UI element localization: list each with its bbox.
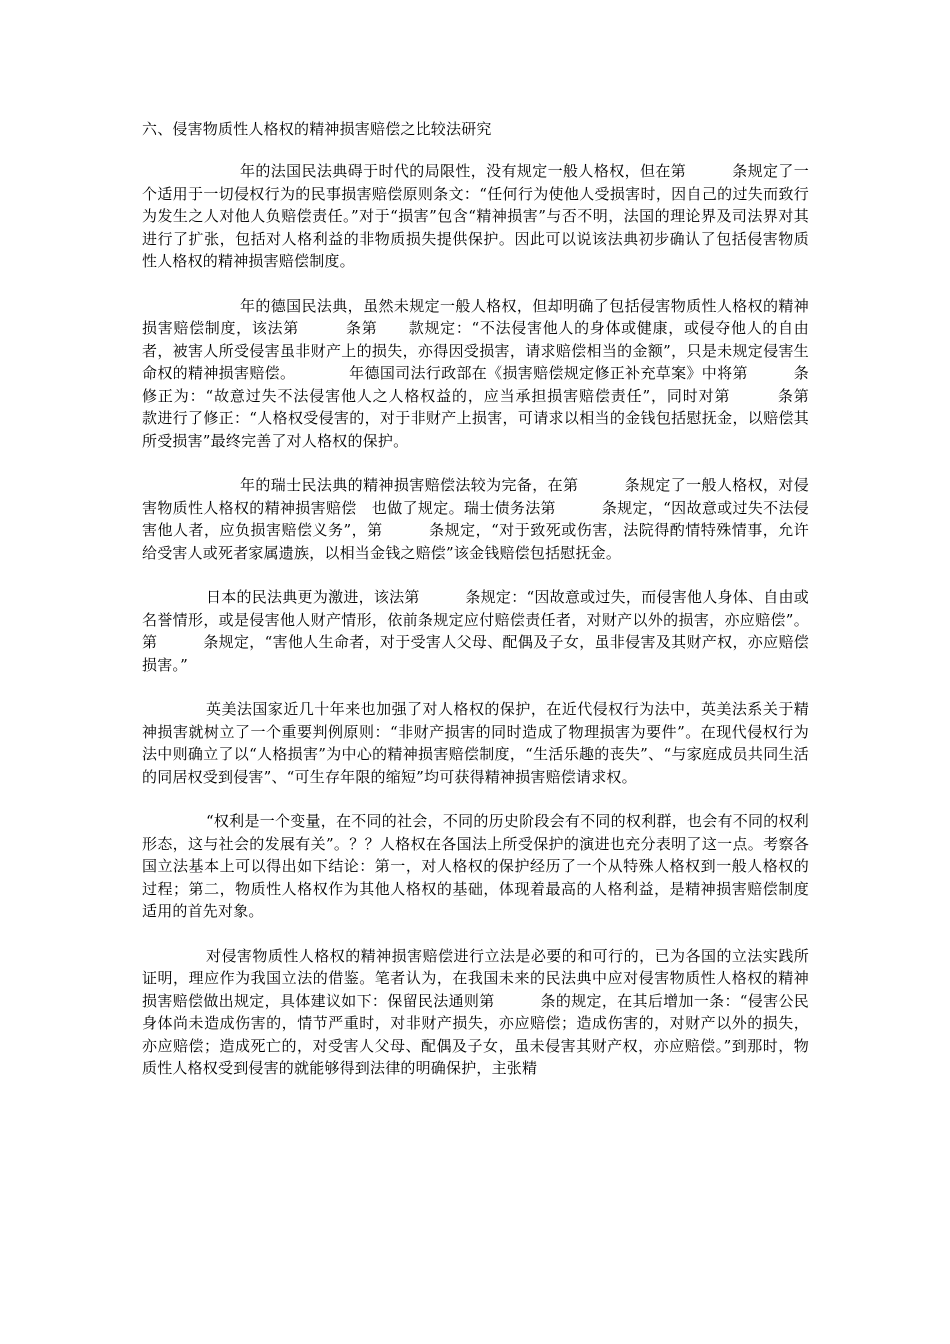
paragraph-japanese-civil-code: 日本的民法典更为激进，该法第 条规定：“因故意或过失，而侵害他人身体、自由或名誉情形，或是侵害他人财产情形，依前条规定应付赔偿责任者，对财产以外的损害，亦应赔偿”。第 条规定，“害他人生命者，对于受害人父母、配偶及子女，虽非侵害及其财产权，亦应赔偿损害。” xyxy=(142,588,809,674)
paragraph-swiss-civil-code: 年的瑞士民法典的精神损害赔偿法较为完备，在第 条规定了一般人格权，对侵害物质性人格权的精神损害赔偿 也做了规定。瑞士债务法第 条规定，“因故意或过失不法侵害他人者，应负损害赔偿义务”，第 条规定，“对于致死或伤害，法院得酌情特殊情事，允许给受害人或死者家属遗族，以相当金钱之赔偿”该金钱赔偿包括慰抚金。 xyxy=(142,476,809,562)
paragraph-conclusions: “权利是一个变量，在不同的社会，不同的历史阶段会有不同的权利群，也会有不同的权利形态，这与社会的发展有关”。？？人格权在各国法上所受保护的演进也充分表明了这一点。考察各国立法基本上可以得出如下结论：第一，对人格权的保护经历了一个从特殊人格权到一般人格权的过程；第二，物质性人格权作为其他人格权的基础，体现着最高的人格利益，是精神损害赔偿制度适用的首先对象。 xyxy=(142,812,809,920)
paragraph-legislative-proposal: 对侵害物质性人格权的精神损害赔偿进行立法是必要的和可行的，已为各国的立法实践所证明，理应作为我国立法的借鉴。笔者认为，在我国未来的民法典中应对侵害物质性人格权的精神损害赔偿做出规定，具体建议如下：保留民法通则第 条的规定，在其后增加一条：“侵害公民身体尚未造成伤害的，情节严重时，对非财产损失，亦应赔偿；造成伤害的，对财产以外的损失，亦应赔偿；造成死亡的，对受害人父母、配偶及子女，虽未侵害其财产权，亦应赔偿。”到那时，物质性人格权受到侵害的就能够得到法律的明确保护，主张精 xyxy=(142,946,809,1077)
section-heading: 六、侵害物质性人格权的精神损害赔偿之比较法研究 xyxy=(142,120,492,138)
document-body xyxy=(142,118,840,1080)
paragraph-french-civil-code: 年的法国民法典碍于时代的局限性，没有规定一般人格权，但在第 条规定了一个适用于一切侵权行为的民事损害赔偿原则条文：“任何行为使他人受损害时，因自己的过失而致行为发生之人对他人负赔偿责任。”对于“损害”包含“精神损害”与否不明，法国的理论界及司法界对其进行了扩张，包括对人格利益的非物质损失提供保护。因此可以说该法典初步确认了包括侵害物质性人格权的精神损害赔偿制度。 xyxy=(142,162,809,270)
paragraph-german-civil-code: 年的德国民法典，虽然未规定一般人格权，但却明确了包括侵害物质性人格权的精神损害赔偿制度，该法第 条第 款规定：“不法侵害他人的身体或健康，或侵夺他人的自由者，被害人所受侵害虽非财产上的损失，亦得因受损害，请求赔偿相当的金额”，只是未规定侵害生命权的精神损害赔偿。 年德国司法行政部在《损害赔偿规定修正补充草案》中将第 条修正为：“故意过失不法侵害他人之人格权益的，应当承担损害赔偿责任”，同时对第 条第 款进行了修正：“人格权受侵害的，对于非财产上损害，可请求以相当的金钱包括慰抚金，以赔偿其所受损害”最终完善了对人格权的保护。 xyxy=(142,296,840,450)
paragraph-common-law: 英美法国家近几十年来也加强了对人格权的保护，在近代侵权行为法中，英美法系关于精神损害就树立了一个重要判例原则：“非财产损害的同时造成了物理损害为要件”。在现代侵权行为法中则确立了以“人格损害”为中心的精神损害赔偿制度，“生活乐趣的丧失”、“与家庭成员共同生活的同居权受到侵害”、“可生存年限的缩短”均可获得精神损害赔偿请求权。 xyxy=(142,700,809,786)
